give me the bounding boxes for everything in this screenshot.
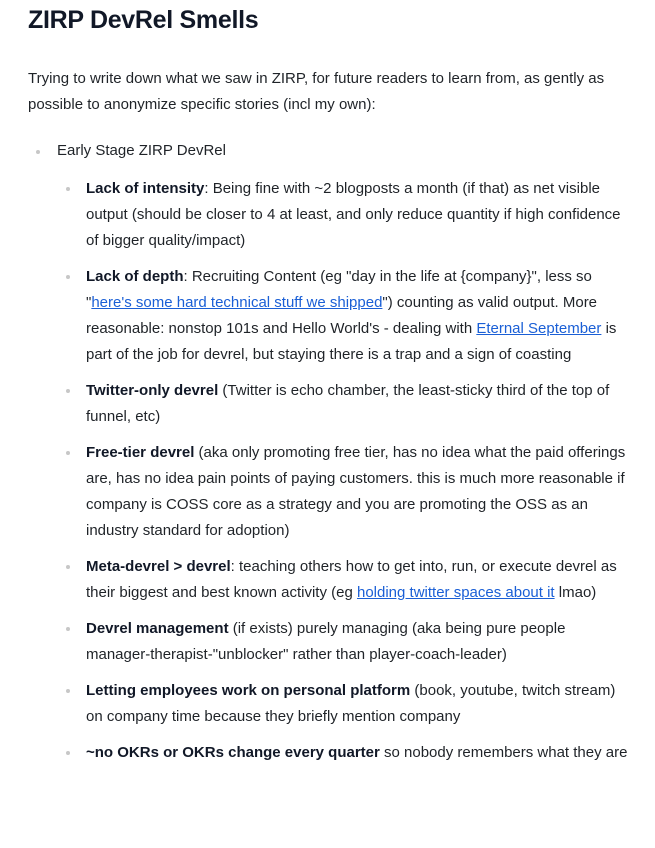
item-title: Twitter-only devrel xyxy=(86,382,219,399)
item-text: ") counting as valid output. More reasonable: nonstop 101s and Hello World's - dealing with xyxy=(86,294,598,337)
list-item xyxy=(86,740,631,766)
item-text: lmao) xyxy=(554,584,597,601)
link-hard-technical-stuff[interactable]: here's some hard technical stuff we shipped xyxy=(91,294,383,311)
item-text: : teaching others how to get into, run, or execute devrel as their biggest and best known activity (eg xyxy=(86,558,617,601)
item-text: : Being fine with ~2 blogposts a month (if that) as net visible output (should be closer to 4 at least, and only reduce quantity if high confidence of bigger quality/impact) xyxy=(86,180,621,249)
item-title: Devrel management xyxy=(86,620,229,637)
link-eternal-september[interactable]: Eternal September xyxy=(476,320,602,337)
item-title: ~no OKRs or OKRs change every quarter xyxy=(86,744,380,761)
bullet-icon xyxy=(66,627,70,631)
bullet-icon xyxy=(66,751,70,755)
list-item xyxy=(86,378,631,430)
intro-paragraph: Trying to write down what we saw in ZIRP, for future readers to learn from, as gently as possible to anonymize specific stories (incl my own): xyxy=(28,70,605,113)
list-item xyxy=(86,440,631,544)
page-title: ZIRP DevRel Smells xyxy=(28,6,259,34)
item-title: Lack of depth xyxy=(86,268,184,285)
smell-list xyxy=(86,176,631,776)
list-item xyxy=(86,264,631,368)
bullet-icon xyxy=(66,451,70,455)
item-text: is part of the job for devrel, but staying there is a trap and a sign of coasting xyxy=(86,320,617,363)
section-heading: Early Stage ZIRP DevRel xyxy=(57,142,226,159)
bullet-icon xyxy=(66,275,70,279)
bullet-icon xyxy=(66,689,70,693)
item-title: Free-tier devrel xyxy=(86,444,195,461)
link-twitter-spaces[interactable]: holding twitter spaces about it xyxy=(356,584,555,601)
list-item xyxy=(86,176,631,254)
item-text: (if exists) purely managing (aka being pure people manager-therapist-"unblocker" rather than player-coach-leader) xyxy=(86,620,566,663)
bullet-icon xyxy=(66,389,70,393)
item-title: Meta-devrel > devrel xyxy=(86,558,231,575)
bullet-icon xyxy=(36,150,40,154)
list-item xyxy=(86,554,631,606)
item-text: (book, youtube, twitch stream) on company time because they briefly mention company xyxy=(86,682,616,725)
item-title: Letting employees work on personal platform xyxy=(86,682,411,699)
item-title: Lack of intensity xyxy=(86,180,205,197)
list-item xyxy=(86,678,631,730)
item-text: : Recruiting Content (eg "day in the life at {company}", less so " xyxy=(86,268,592,311)
bullet-icon xyxy=(66,187,70,191)
list-item xyxy=(86,616,631,668)
bullet-icon xyxy=(66,565,70,569)
item-text: (aka only promoting free tier, has no idea what the paid offerings are, has no idea pain points of paying customers. this is much more reasonable if company is COSS core as a strategy and you are promoting the OSS as an industry standard for adoption) xyxy=(86,444,626,539)
item-text: so nobody remembers what they are xyxy=(379,744,628,761)
item-text: (Twitter is echo chamber, the least-sticky third of the top of funnel, etc) xyxy=(86,382,610,425)
